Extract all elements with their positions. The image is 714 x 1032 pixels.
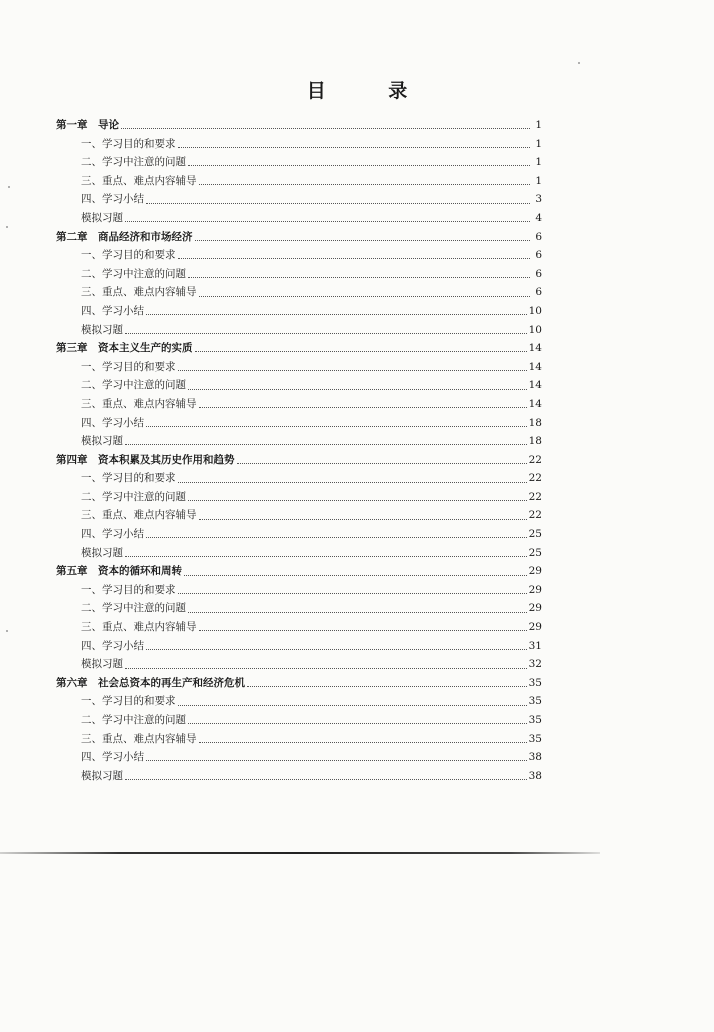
toc-entry-label: 第五章 资本的循环和周转 (56, 565, 182, 578)
toc-entry-label: 第四章 资本积累及其历史作用和趋势 (56, 453, 235, 466)
toc-chapter-entry[interactable] (56, 339, 542, 358)
toc-section-entry[interactable] (56, 637, 542, 656)
toc-page-number: 31 (528, 639, 542, 652)
toc-dot-leader (188, 380, 527, 390)
page-title: 目 录 (306, 80, 436, 102)
toc-dot-leader (146, 751, 527, 761)
toc-entry-label: 三、重点、难点内容辅导 (81, 174, 197, 187)
toc-dot-leader (146, 417, 527, 427)
toc-entry-label: 模拟习题 (81, 769, 123, 782)
toc-dot-leader (178, 249, 531, 259)
toc-section-entry[interactable] (56, 581, 542, 600)
toc-page-number: 38 (528, 769, 542, 782)
toc-dot-leader (125, 435, 527, 445)
toc-dot-leader (199, 175, 531, 185)
toc-page-number: 4 (535, 211, 542, 224)
toc-section-entry[interactable] (56, 599, 542, 618)
toc-dot-leader (188, 268, 530, 278)
toc-dot-leader (125, 212, 530, 222)
toc-page-number: 6 (535, 286, 542, 299)
toc-entry-label: 模拟习题 (81, 546, 123, 559)
toc-page-number: 22 (528, 509, 542, 522)
toc-section-entry[interactable] (56, 469, 542, 488)
toc-entry-label: 四、学习小结 (81, 193, 144, 206)
toc-page-number: 14 (528, 379, 542, 392)
toc-dot-leader (125, 547, 527, 557)
toc-dot-leader (247, 677, 527, 687)
toc-section-entry[interactable] (56, 488, 542, 507)
toc-page-number: 35 (528, 695, 542, 708)
toc-page-number: 10 (528, 323, 542, 336)
toc-dot-leader (146, 194, 530, 204)
toc-page-number: 25 (528, 546, 542, 559)
toc-page-number: 18 (528, 435, 542, 448)
toc-page-number: 38 (528, 751, 542, 764)
toc-page-number: 29 (528, 621, 542, 634)
toc-entry-label: 第六章 社会总资本的再生产和经济危机 (56, 676, 245, 689)
toc-section-entry[interactable] (56, 135, 542, 154)
toc-entry-label: 一、学习目的和要求 (81, 249, 176, 262)
toc-dot-leader (146, 640, 527, 650)
toc-page-number: 10 (528, 304, 542, 317)
toc-page-number: 6 (535, 230, 542, 243)
toc-section-entry[interactable] (56, 153, 542, 172)
toc-page-number: 1 (535, 174, 542, 187)
toc-section-entry[interactable] (56, 246, 542, 265)
toc-exercise-entry[interactable] (56, 432, 542, 451)
toc-section-entry[interactable] (56, 711, 542, 730)
toc-dot-leader (199, 733, 527, 743)
toc-section-entry[interactable] (56, 618, 542, 637)
toc-dot-leader (178, 696, 527, 706)
toc-entry-label: 模拟习题 (81, 323, 123, 336)
toc-page-number: 22 (528, 490, 542, 503)
toc-page-number: 35 (528, 714, 542, 726)
toc-page-number: 35 (528, 676, 542, 689)
toc-entry-label: 三、重点、难点内容辅导 (81, 397, 197, 410)
toc-entry-label: 四、学习小结 (81, 416, 144, 429)
toc-page-number: 6 (535, 249, 542, 262)
toc-entry-label: 二、学习中注意的问题 (81, 714, 186, 726)
toc-dot-leader (237, 454, 527, 464)
toc-section-entry[interactable] (56, 265, 542, 284)
toc-dot-leader (199, 621, 527, 631)
toc-exercise-entry[interactable] (56, 321, 542, 340)
toc-dot-leader (188, 603, 527, 613)
toc-section-entry[interactable] (56, 730, 542, 749)
toc-exercise-entry[interactable] (56, 767, 542, 786)
toc-dot-leader (195, 342, 527, 352)
toc-section-entry[interactable] (56, 395, 542, 414)
toc-entry-label: 一、学习目的和要求 (81, 695, 176, 708)
toc-entry-label: 三、重点、难点内容辅导 (81, 509, 197, 522)
toc-entry-label: 四、学习小结 (81, 751, 144, 764)
toc-entry-label: 模拟习题 (81, 435, 123, 448)
toc-chapter-entry[interactable] (56, 116, 542, 135)
toc-page-number: 22 (528, 453, 542, 466)
toc-dot-leader (178, 138, 531, 148)
toc-entry-label: 模拟习题 (81, 211, 123, 224)
toc-entry-label: 二、学习中注意的问题 (81, 602, 186, 615)
toc-dot-leader (188, 714, 527, 724)
toc-page-number: 32 (528, 658, 542, 671)
toc-section-entry[interactable] (56, 376, 542, 395)
toc-page-number: 14 (528, 342, 542, 355)
toc-page-number: 29 (528, 565, 542, 578)
toc-page-number: 29 (528, 602, 542, 615)
toc-entry-label: 二、学习中注意的问题 (81, 267, 186, 280)
toc-section-entry[interactable] (56, 283, 542, 302)
toc-section-entry[interactable] (56, 525, 542, 544)
toc-dot-leader (178, 473, 527, 483)
toc-dot-leader (125, 324, 527, 334)
toc-entry-label: 模拟习题 (81, 658, 123, 671)
toc-section-entry[interactable] (56, 748, 542, 767)
toc-page-number: 29 (528, 583, 542, 596)
toc-page-number: 18 (528, 416, 542, 429)
toc-dot-leader (178, 584, 527, 594)
toc-page-number: 35 (528, 732, 542, 745)
toc-entry-label: 一、学习目的和要求 (81, 137, 176, 150)
toc-entry-label: 第一章 导论 (56, 119, 119, 131)
toc-entry-label: 四、学习小结 (81, 304, 144, 317)
toc-page-number: 14 (528, 397, 542, 410)
toc-entry-label: 一、学习目的和要求 (81, 472, 176, 485)
toc-section-entry[interactable] (56, 692, 542, 711)
toc-section-entry[interactable] (56, 172, 542, 191)
toc-entry-label: 二、学习中注意的问题 (81, 156, 186, 169)
table-of-contents (56, 116, 542, 785)
toc-dot-leader (199, 398, 527, 408)
toc-entry-label: 三、重点、难点内容辅导 (81, 286, 197, 299)
toc-dot-leader (146, 528, 527, 538)
toc-page-number: 22 (528, 472, 542, 485)
scan-speck (6, 226, 8, 228)
toc-chapter-entry[interactable] (56, 451, 542, 470)
toc-page-number: 6 (535, 267, 542, 280)
toc-entry-label: 第二章 商品经济和市场经济 (56, 230, 193, 243)
toc-exercise-entry[interactable] (56, 544, 542, 563)
toc-dot-leader (199, 287, 531, 297)
toc-section-entry[interactable] (56, 414, 542, 433)
toc-dot-leader (121, 119, 530, 129)
toc-entry-label: 四、学习小结 (81, 528, 144, 541)
toc-chapter-entry[interactable] (56, 562, 542, 581)
toc-dot-leader (125, 659, 527, 669)
toc-dot-leader (195, 231, 531, 241)
toc-dot-leader (188, 156, 530, 166)
toc-dot-leader (146, 305, 527, 315)
toc-entry-label: 三、重点、难点内容辅导 (81, 732, 197, 745)
toc-page-number: 1 (535, 137, 542, 150)
toc-dot-leader (199, 510, 527, 520)
toc-entry-label: 二、学习中注意的问题 (81, 379, 186, 392)
toc-entry-label: 三、重点、难点内容辅导 (81, 621, 197, 634)
toc-exercise-entry[interactable] (56, 209, 542, 228)
toc-page-number: 1 (535, 156, 542, 169)
toc-section-entry[interactable] (56, 302, 542, 321)
scan-speck (578, 62, 580, 64)
toc-section-entry[interactable] (56, 190, 542, 209)
toc-entry-label: 四、学习小结 (81, 639, 144, 652)
scan-speck (8, 186, 10, 188)
scan-speck (6, 630, 8, 632)
toc-dot-leader (178, 361, 527, 371)
toc-page-number: 1 (535, 119, 542, 131)
toc-dot-leader (125, 770, 527, 780)
toc-section-entry[interactable] (56, 506, 542, 525)
toc-chapter-entry[interactable] (56, 674, 542, 693)
toc-entry-label: 第三章 资本主义生产的实质 (56, 342, 193, 355)
toc-entry-label: 二、学习中注意的问题 (81, 490, 186, 503)
toc-page-number: 14 (528, 360, 542, 373)
toc-exercise-entry[interactable] (56, 655, 542, 674)
toc-section-entry[interactable] (56, 358, 542, 377)
toc-page-number: 3 (535, 193, 542, 206)
toc-dot-leader (188, 491, 527, 501)
toc-entry-label: 一、学习目的和要求 (81, 360, 176, 373)
page-divider-line (0, 852, 600, 854)
toc-chapter-entry[interactable] (56, 228, 542, 247)
toc-dot-leader (184, 566, 527, 576)
toc-page-number: 25 (528, 528, 542, 541)
toc-entry-label: 一、学习目的和要求 (81, 583, 176, 596)
